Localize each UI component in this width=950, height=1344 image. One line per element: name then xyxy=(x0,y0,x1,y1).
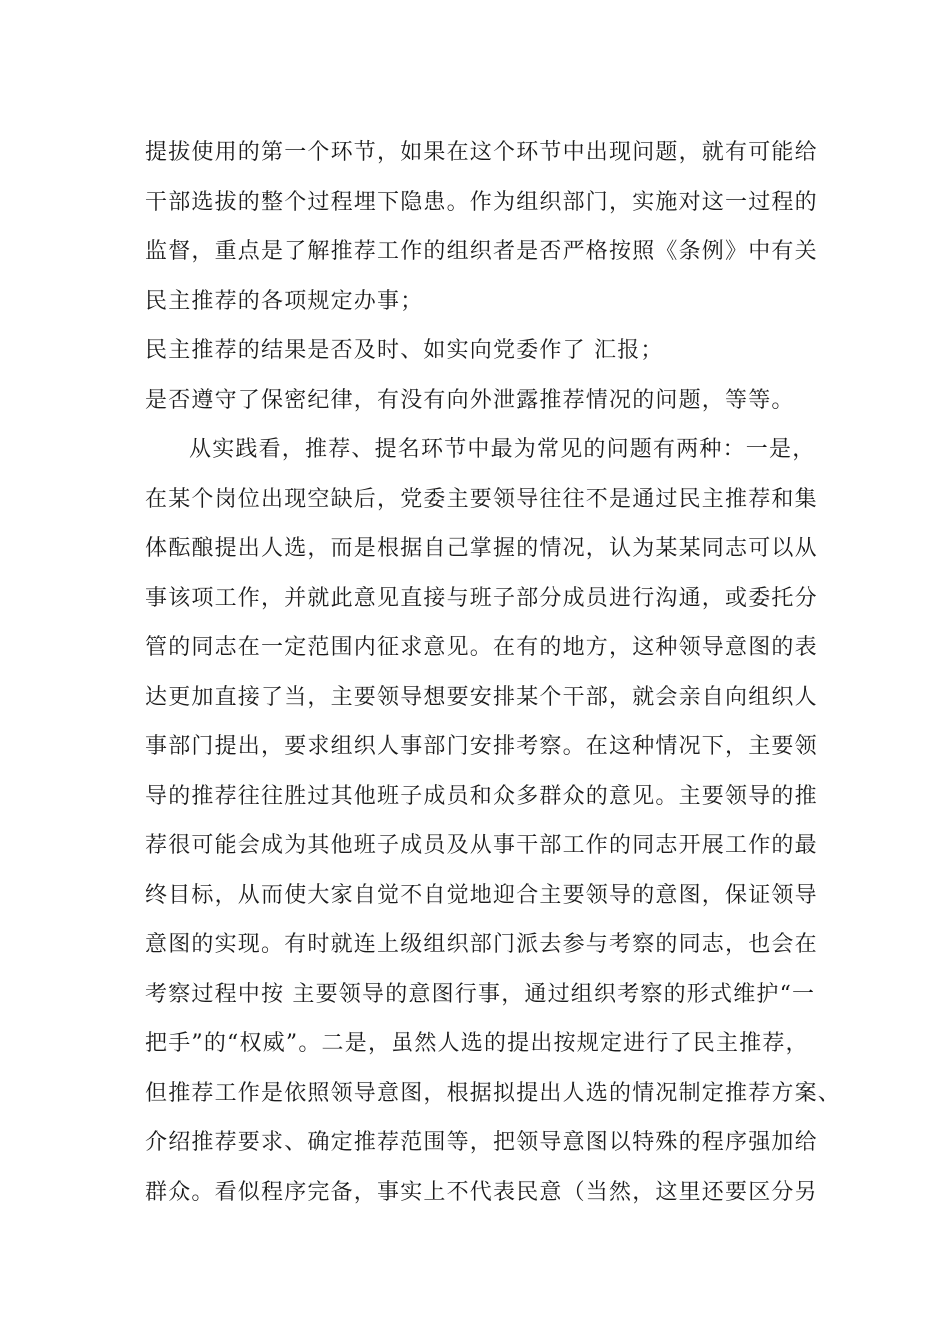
text-line: 介绍推荐要求、确定推荐范围等，把领导意图以特殊的程序强加给 xyxy=(145,1130,818,1155)
text-line: 意图的实现。有时就连上级组织部门派去参与考察的同志，也会在 xyxy=(145,932,818,957)
text-line: 民主推荐的结果是否及时、如实向党委作了 汇报； xyxy=(145,338,664,363)
text-line: 群众。看似程序完备，事实上不代表民意（当然，这里还要区分另 xyxy=(145,1179,818,1205)
text-line: 考察过程中按 主要领导的意图行事，通过组织考察的形式维护“一 xyxy=(145,981,816,1007)
text-line: 在某个岗位出现空缺后，党委主要领导往往不是通过民主推荐和集 xyxy=(145,486,818,512)
text-line: 但推荐工作是依照领导意图，根据拟提出人选的情况制定推荐方案、 xyxy=(145,1080,842,1106)
paragraph-first-line: 从实践看，推荐、提名环节中最为常见的问题有两种：一是， xyxy=(189,437,816,462)
text-line: 导的推荐往往胜过其他班子成员和众多群众的意见。主要领导的推 xyxy=(145,783,818,809)
text-line: 监督，重点是了解推荐工作的组织者是否严格按照《条例》中有关 xyxy=(145,239,818,264)
text-line: 管的同志在一定范围内征求意见。在有的地方，这种领导意图的表 xyxy=(145,635,818,660)
text-line: 终目标，从而使大家自觉不自觉地迎合主要领导的意图，保证领导 xyxy=(145,882,818,908)
body-text xyxy=(145,128,842,1217)
text-line: 荐很可能会成为其他班子成员及从事干部工作的同志开展工作的最 xyxy=(145,833,818,858)
text-line: 把手”的“权威”。二是，虽然人选的提出按规定进行了民主推荐， xyxy=(145,1031,809,1056)
text-line: 干部选拔的整个过程埋下隐患。作为组织部门，实施对这一过程的 xyxy=(145,189,818,215)
text-line: 事部门提出，要求组织人事部门安排考察。在这种情况下，主要领 xyxy=(145,734,818,759)
text-line: 是否遵守了保密纪律，有没有向外泄露推荐情况的问题，等等。 xyxy=(145,387,795,413)
text-line: 体酝酿提出人选，而是根据自己掌握的情况，认为某某同志可以从 xyxy=(145,536,818,561)
text-line: 达更加直接了当，主要领导想要安排某个干部，就会亲自向组织人 xyxy=(145,684,818,710)
text-line: 民主推荐的各项规定办事； xyxy=(145,288,424,314)
text-line: 事该项工作，并就此意见直接与班子部分成员进行沟通，或委托分 xyxy=(145,585,818,611)
text-line: 提拔使用的第一个环节，如果在这个环节中出现问题，就有可能给 xyxy=(145,140,818,165)
